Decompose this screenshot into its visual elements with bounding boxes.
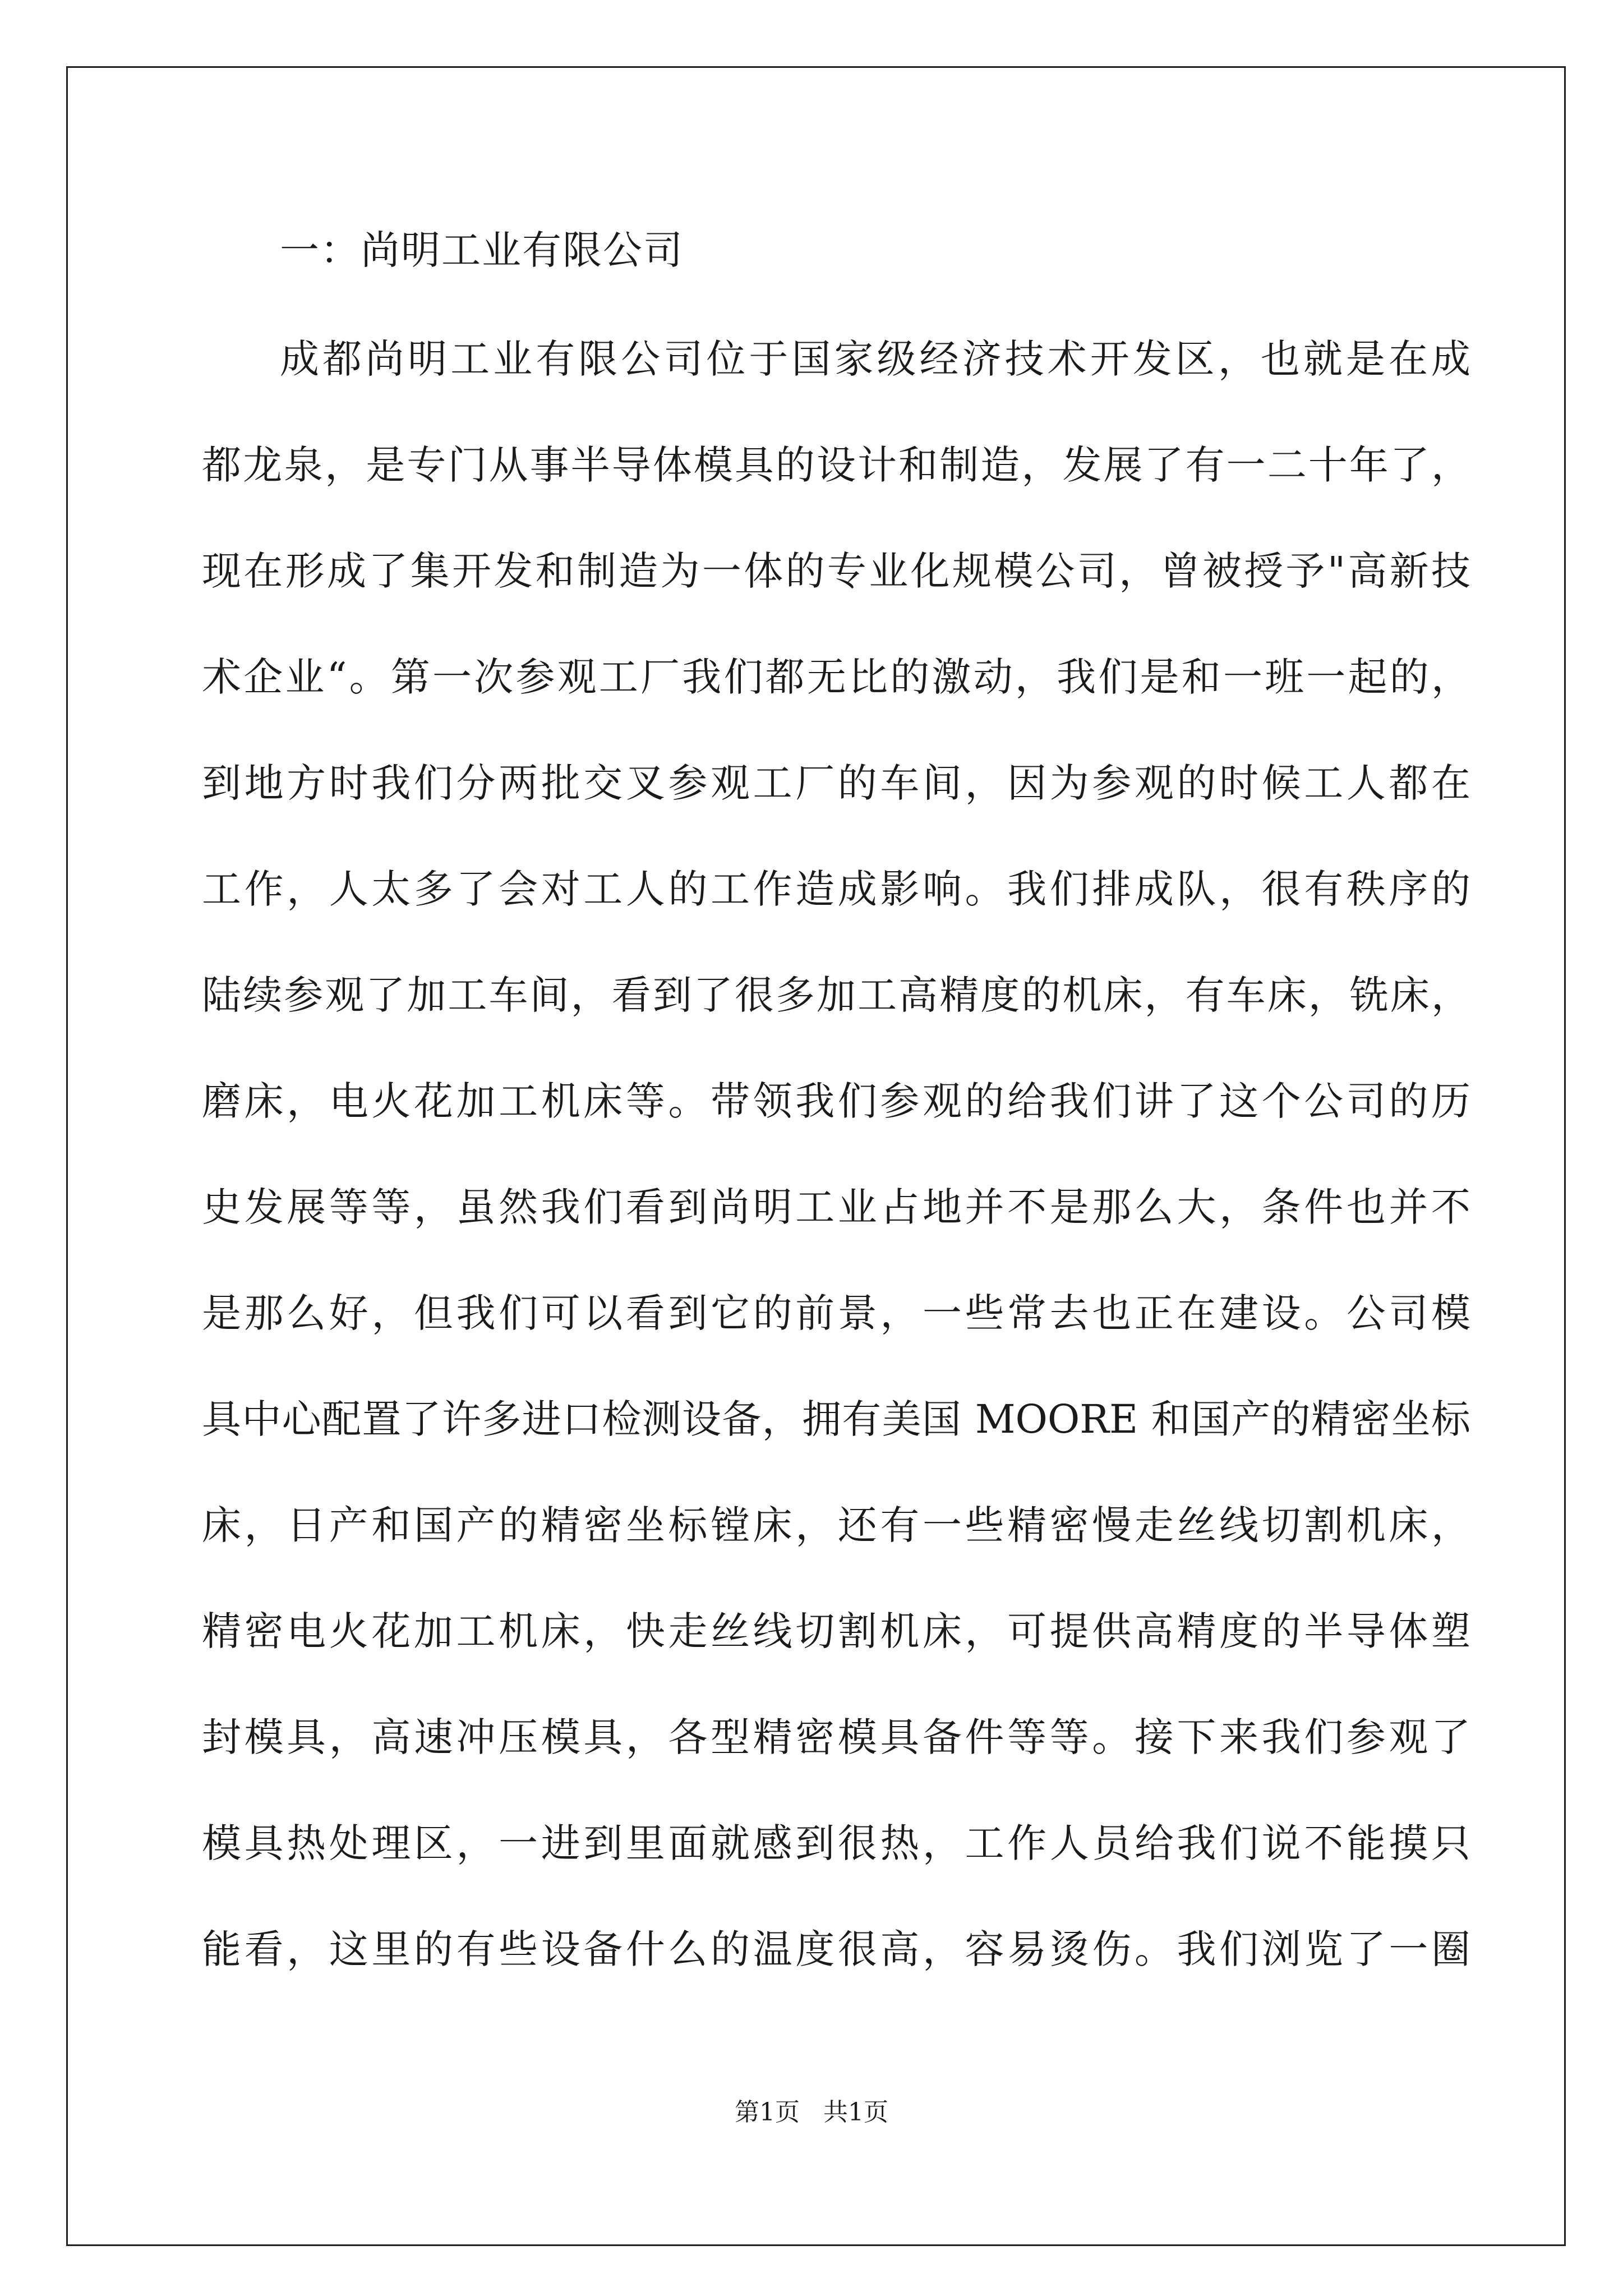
paragraph-line: 封模具，高速冲压模具，各型精密模具备件等等。接下来我们参观了 (202, 1714, 1470, 1760)
paragraph-line: 工作，人太多了会对工人的工作造成影响。我们排成队，很有秩序的 (202, 866, 1470, 912)
paragraph-line: 术企业“。第一次参观工厂我们都无比的激动，我们是和一班一起的， (202, 654, 1470, 700)
paragraph-line: 磨床，电火花加工机床等。带领我们参观的给我们讲了这个公司的历 (202, 1078, 1470, 1124)
paragraph-line: 精密电火花加工机床，快走丝线切割机床，可提供高精度的半导体塑 (202, 1608, 1470, 1654)
paragraph-line: 床，日产和国产的精密坐标镗床，还有一些精密慢走丝线切割机床， (202, 1502, 1470, 1548)
paragraph-line: 史发展等等，虽然我们看到尚明工业占地并不是那么大，条件也并不 (202, 1184, 1470, 1230)
paragraph-line: 到地方时我们分两批交叉参观工厂的车间，因为参观的时候工人都在 (202, 760, 1470, 806)
paragraph-line: 具中心配置了许多进口检测设备，拥有美国 MOORE 和国产的精密坐标 (202, 1396, 1470, 1442)
paragraph-line: 现在形成了集开发和制造为一体的专业化规模公司，曾被授予"高新技 (202, 548, 1470, 594)
paragraph-line: 都龙泉，是专门从事半导体模具的设计和制造，发展了有一二十年了， (202, 442, 1470, 488)
page-number-footer: 第1页 共1页 (735, 2098, 888, 2127)
paragraph-line: 陆续参观了加工车间，看到了很多加工高精度的机床，有车床，铣床， (202, 972, 1470, 1018)
section-heading: 一：尚明工业有限公司 (280, 227, 684, 273)
paragraph-line: 成都尚明工业有限公司位于国家级经济技术开发区，也就是在成 (280, 336, 1470, 382)
paragraph (202, 306, 1470, 2003)
paragraph-line: 模具热处理区，一进到里面就感到很热，工作人员给我们说不能摸只 (202, 1820, 1470, 1866)
paragraph-line: 能看，这里的有些设备什么的温度很高，容易烫伤。我们浏览了一圈 (202, 1926, 1470, 1972)
paragraph-line: 是那么好，但我们可以看到它的前景，一些常去也正在建设。公司模 (202, 1290, 1470, 1336)
